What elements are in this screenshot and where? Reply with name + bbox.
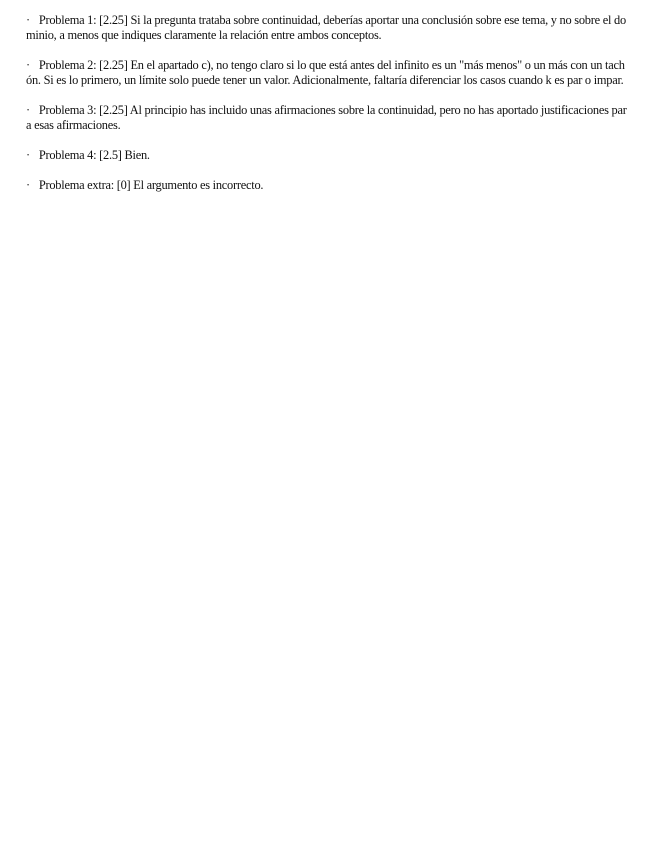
bullet-dot: · (26, 58, 30, 72)
feedback-item-problema-2 (26, 58, 628, 88)
feedback-item-problema-extra (26, 178, 628, 193)
bullet-dot: · (26, 148, 30, 162)
bullet-dot: · (26, 13, 30, 27)
feedback-item-problema-3 (26, 103, 628, 133)
bullet-dot: · (26, 103, 30, 117)
feedback-text: Problema 1: [2.25] Si la pregunta trataba sobre continuidad, deberías aportar una conclusión sobre ese tema, y no sobre el dominio, a menos que indiques claramente la relación entre ambos conceptos. (26, 13, 626, 43)
feedback-text: Problema extra: [0] El argumento es incorrecto. (36, 177, 264, 192)
bullet-dot: · (26, 177, 30, 192)
feedback-text: Problema 2: [2.25] En el apartado c), no tengo claro si lo que está antes del infinito es un "más menos" o un más con un tachón. Si es lo primero, un límite solo puede tener un valor. Adicionalmente, faltaría diferenciar los casos cuando k es par o impar. (26, 58, 625, 88)
feedback-text: Problema 4: [2.5] Bien. (36, 148, 150, 162)
feedback-item-problema-1 (26, 13, 628, 43)
feedback-text: Problema 3: [2.25] Al principio has incluido unas afirmaciones sobre la continuidad, pero no has aportado justificaciones para esas afirmaciones. (26, 103, 627, 133)
feedback-item-problema-4 (26, 148, 628, 163)
feedback-document (26, 13, 628, 193)
